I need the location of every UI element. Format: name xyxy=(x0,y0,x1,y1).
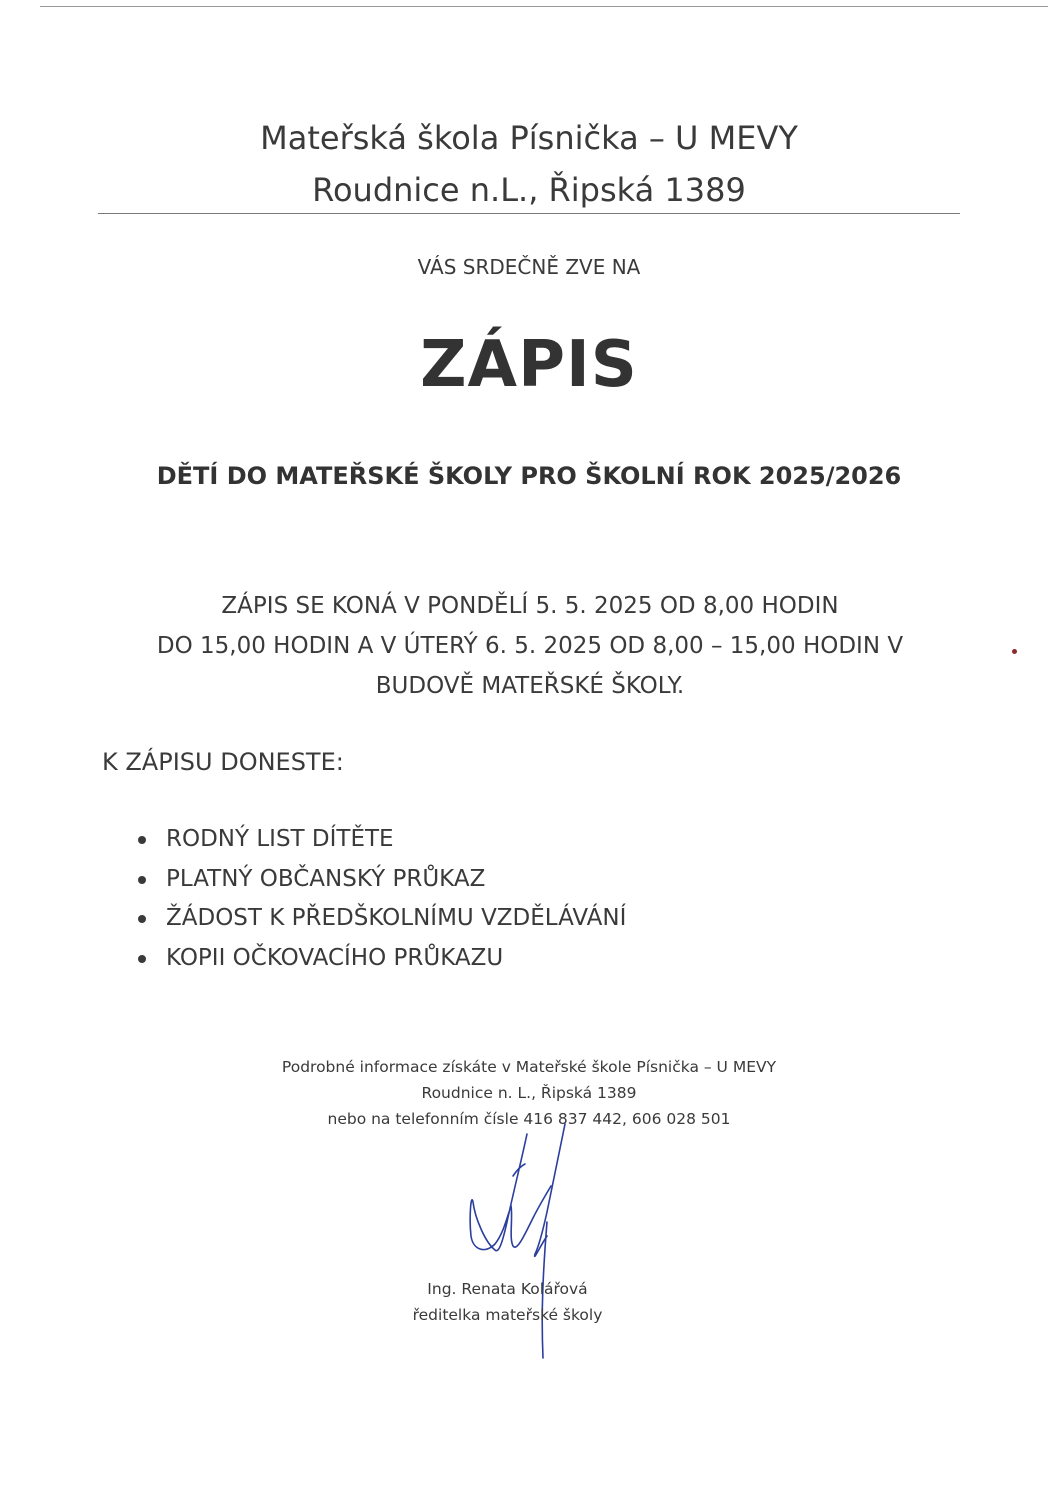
signer-role: ředitelka mateřské školy xyxy=(412,1306,603,1324)
school-name: Mateřská škola Písnička – U MEVY xyxy=(260,119,798,157)
bullet-icon xyxy=(138,915,146,923)
bring-list xyxy=(138,820,626,978)
letterhead xyxy=(0,112,1058,216)
signer-name: Ing. Renata Kolářová xyxy=(427,1280,588,1298)
info-line: Roudnice n. L., Řipská 1389 xyxy=(421,1084,637,1102)
page-top-edge xyxy=(40,6,1048,7)
page-title: ZÁPIS xyxy=(420,328,638,402)
list-item xyxy=(138,939,626,979)
bullet-icon xyxy=(138,955,146,963)
scan-speck xyxy=(1012,649,1017,654)
invitation-line: VÁS SRDEČNĚ ZVE NA xyxy=(417,255,641,279)
list-item-text: PLATNÝ OBČANSKÝ PRŮKAZ xyxy=(166,865,486,892)
list-item-text: KOPII OČKOVACÍHO PRŮKAZU xyxy=(166,944,504,971)
details-line: BUDOVĚ MATEŘSKÉ ŠKOLY. xyxy=(375,673,685,699)
signer-block xyxy=(0,1276,1015,1328)
letterhead-divider xyxy=(98,213,960,214)
details-line: ZÁPIS SE KONÁ V PONDĚLÍ 5. 5. 2025 OD 8,00 HODIN xyxy=(221,593,839,619)
details-line: DO 15,00 HODIN A V ÚTERÝ 6. 5. 2025 OD 8,00 – 15,00 HODIN V xyxy=(156,633,904,659)
school-address: Roudnice n.L., Řipská 1389 xyxy=(312,171,746,209)
contact-info xyxy=(0,1054,1058,1132)
list-item-text: RODNÝ LIST DÍTĚTE xyxy=(166,826,394,852)
page-subtitle: DĚTÍ DO MATEŘSKÉ ŠKOLY PRO ŠKOLNÍ ROK 2025/2026 xyxy=(156,462,902,490)
bring-label: K ZÁPISU DONESTE: xyxy=(102,748,344,776)
bullet-icon xyxy=(138,876,146,884)
bullet-icon xyxy=(138,836,146,844)
info-line: Podrobné informace získáte v Mateřské škole Písnička – U MEVY xyxy=(281,1058,777,1076)
list-item xyxy=(138,899,626,939)
list-item xyxy=(138,820,626,860)
enrollment-details xyxy=(90,586,970,706)
list-item xyxy=(138,860,626,900)
info-line: nebo na telefonním čísle 416 837 442, 606 028 501 xyxy=(327,1110,731,1128)
list-item-text: ŽÁDOST K PŘEDŠKOLNÍMU VZDĚLÁVÁNÍ xyxy=(166,905,627,931)
